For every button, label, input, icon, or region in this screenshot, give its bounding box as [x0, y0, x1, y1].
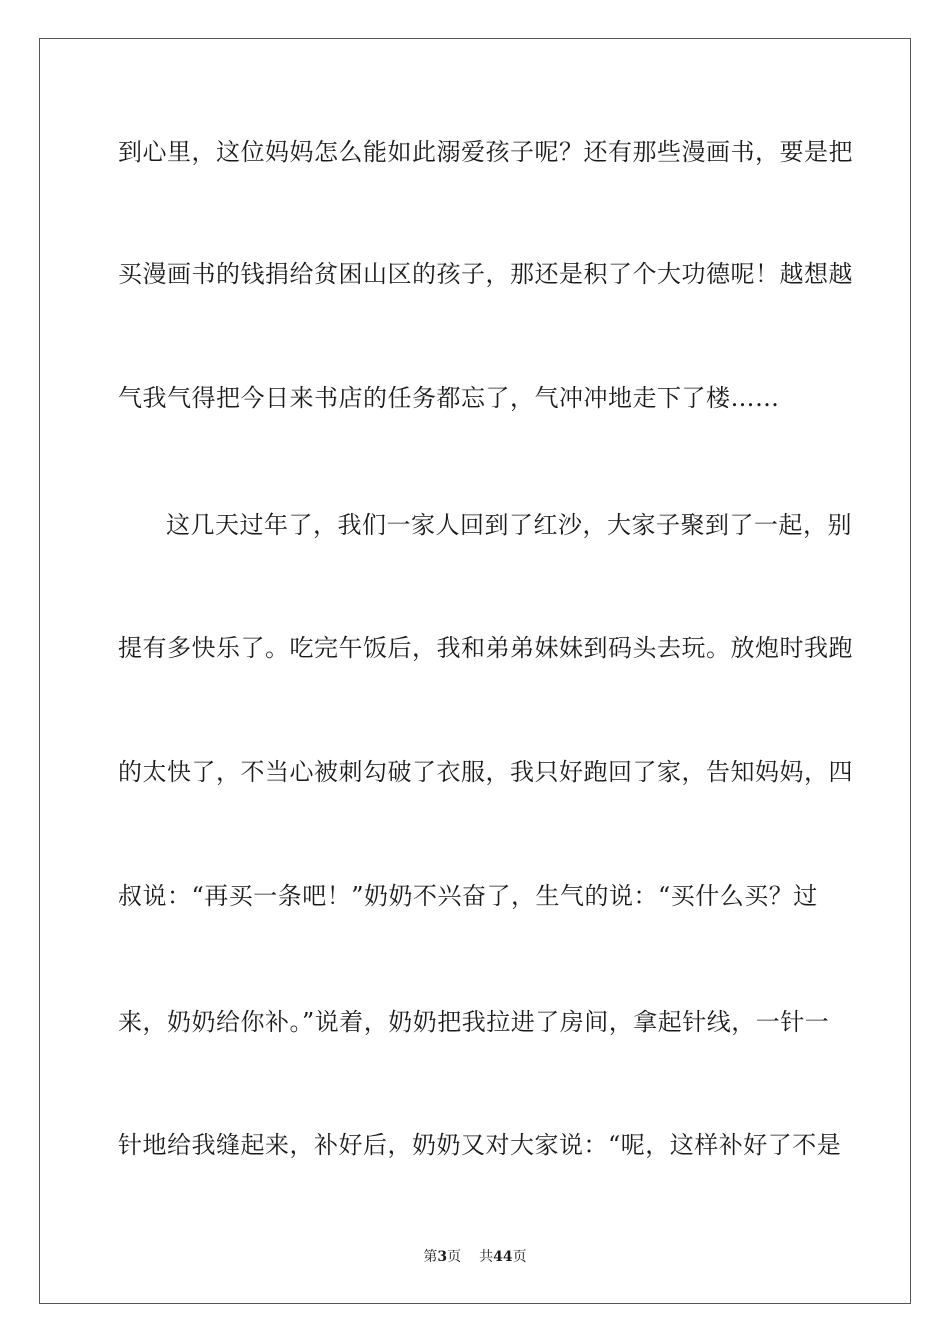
text-line-5: 提有多快乐了。吃完午饭后，我和弟弟妹妹到码头去玩。放炮时我跑: [118, 634, 853, 662]
text-line-8: 来，奶奶给你补。”说着，奶奶把我拉进了房间，拿起针线，一针一: [118, 1008, 830, 1036]
total-prefix: 共: [479, 1249, 494, 1265]
text-line-3: 气我气得把今日来书店的任务都忘了，气冲冲地走下了楼……: [118, 384, 780, 412]
text-line-6: 的太快了，不当心被刺勾破了衣服，我只好跑回了家，告知妈妈，四: [118, 758, 853, 786]
text-line-7: 叔说：“再买一条吧！”奶奶不兴奋了，生气的说：“买什么买？过: [118, 882, 818, 910]
page-border: [39, 38, 911, 1304]
text-line-9: 针地给我缝起来，补好后，奶奶又对大家说：“呢，这样补好了不是: [118, 1131, 842, 1159]
page-number: 3: [437, 1249, 448, 1265]
total-suffix: 页: [512, 1249, 527, 1265]
text-line-1: 到心里，这位妈妈怎么能如此溺爱孩子呢？还有那些漫画书，要是把: [118, 138, 853, 166]
text-line-2: 买漫画书的钱捐给贫困山区的孩子，那还是积了个大功德呢！越想越: [118, 260, 853, 288]
page-prefix: 第: [423, 1249, 438, 1265]
page-footer: [0, 1246, 950, 1266]
page-suffix: 页: [447, 1249, 462, 1265]
total-pages: 44: [493, 1249, 513, 1265]
text-line-4-paragraph-start: 这几天过年了，我们一家人回到了红沙，大家子聚到了一起，别: [166, 511, 852, 539]
